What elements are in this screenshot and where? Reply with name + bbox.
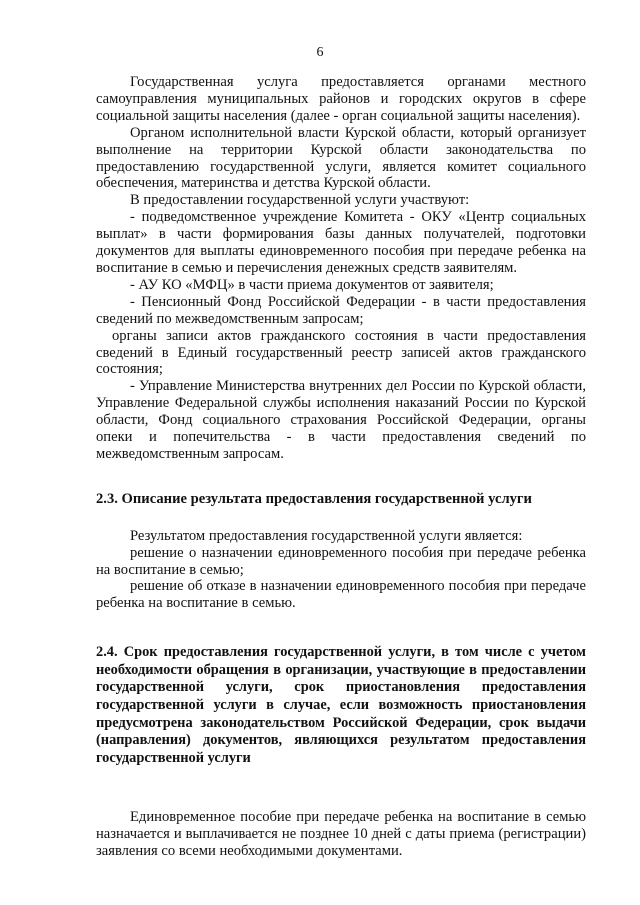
list-item-mfc: - АУ КО «МФЦ» в части приема документов от заявителя;: [130, 276, 494, 293]
document-body: [96, 74, 586, 860]
paragraph-participants-intro: В предоставлении государственной услуги участвуют:: [130, 192, 470, 209]
list-item-decision-refusal: решение об отказе в назначении единовременного пособия при передаче ребенка на воспитание в семью.: [96, 578, 586, 612]
list-item-interior-ministry: - Управление Министерства внутренних дел России по Курской области, Управление Федеральной службы исполнения наказаний России по Курской области, Фонд социального страхования Российской Федерации, органы опеки и попечительства - в части предоставления сведений по межведомственным запросам.: [96, 378, 586, 462]
paragraph-service-provider: Государственная услуга предоставляется органами местного самоуправления муниципальных районов и городских округов в сфере социальной защиты населения (далее - орган социальной защиты населения).: [96, 74, 586, 124]
paragraph-executive-authority: Органом исполнительной власти Курской области, который организует выполнение на территории Курской области законодательства по предоставлению государственной услуги, является комитет социального обеспечения, материнства и детства Курской области.: [96, 124, 586, 192]
section-2-4-heading: 2.4. Срок предоставления государственной услуги, в том числе с учетом необходимости обращения в организации, участвующие в предоставлении государственной услуги, срок приостановления предоставления государственной услуги в случае, если возможность приостановления предусмотрена законодательством Российской Федерации, срок выдачи (направления) документов, являющихся результатом предоставления государственной услуги: [96, 644, 586, 766]
list-item-pension-fund: - Пенсионный Фонд Российской Федерации - в части предоставления сведений по межведомственным запросам;: [96, 293, 586, 327]
list-item-oku-center: - подведомственное учреждение Комитета - ОКУ «Центр социальных выплат» в части формирования базы данных получателей, подготовки документов для выплаты единовременного пособия при передаче ребенка на воспитание в семью и перечисления денежных средств заявителям.: [96, 209, 586, 276]
list-item-decision-grant: решение о назначении единовременного пособия при передаче ребенка на воспитание в семью;: [96, 544, 586, 578]
paragraph-result-intro: Результатом предоставления государственной услуги является:: [130, 527, 523, 544]
paragraph-payment-deadline: Единовременное пособие при передаче ребенка на воспитание в семью назначается и выплачивается не позднее 10 дней с даты приема (регистрации) заявления со всеми необходимыми документами.: [96, 809, 586, 860]
section-2-3-heading: 2.3. Описание результата предоставления государственной услуги: [96, 490, 532, 507]
page-number: 6: [316, 45, 324, 60]
list-item-civil-registry: органы записи актов гражданского состояния в части предоставления сведений в Единый государственный реестр записей актов гражданского состояния;: [96, 327, 586, 378]
